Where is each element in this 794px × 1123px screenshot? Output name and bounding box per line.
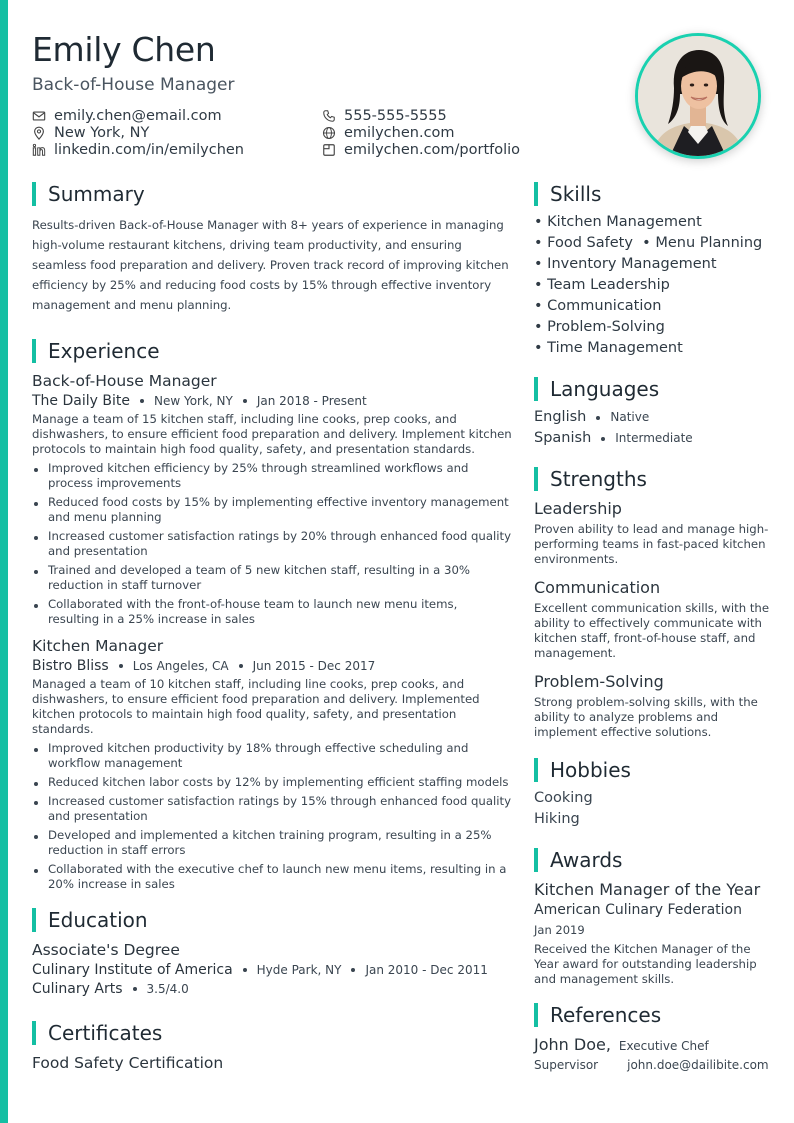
list-item: Reduced kitchen labor costs by 12% by implementing efficient staffing models bbox=[32, 775, 512, 790]
job-role: Kitchen Manager bbox=[32, 637, 164, 655]
separator-dot bbox=[596, 416, 600, 420]
education-field-row bbox=[32, 981, 512, 997]
globe-icon bbox=[322, 126, 336, 140]
award-org: American Culinary Federation bbox=[534, 902, 742, 918]
languages-list bbox=[534, 407, 770, 449]
strength-title: Leadership bbox=[534, 499, 622, 518]
strength-item bbox=[534, 672, 770, 740]
section-title-certificates: Certificates bbox=[32, 1021, 512, 1045]
main-column bbox=[32, 182, 512, 1072]
job-bullets bbox=[32, 461, 512, 627]
language-level: Intermediate bbox=[615, 431, 693, 445]
profile-photo bbox=[635, 33, 761, 159]
reference-details bbox=[534, 1058, 770, 1072]
contact-website-text: emilychen.com bbox=[344, 125, 455, 141]
reference-relation: Supervisor bbox=[534, 1058, 599, 1072]
list-item: Improved kitchen productivity by 18% through effective scheduling and workflow management bbox=[32, 741, 512, 771]
education-school: Culinary Institute of America bbox=[32, 962, 233, 978]
hobby-item: Hiking bbox=[534, 811, 580, 827]
award-text: Received the Kitchen Manager of the Year award for outstanding leadership and management skills. bbox=[534, 942, 757, 986]
job-description: Managed a team of 10 kitchen staff, including line cooks, prep cooks, and dishwashers, to ensure efficient food preparation and delivery. Implemented kitchen protocols to maintain high food quality, safety, and presentation standards. bbox=[32, 677, 480, 736]
left-accent-bar bbox=[0, 0, 8, 1123]
reference-email[interactable]: john.doe@dailibite.com bbox=[627, 1058, 769, 1072]
contact-portfolio[interactable] bbox=[322, 142, 520, 158]
skill-item: • Problem-Solving bbox=[534, 319, 665, 335]
section-title-experience: Experience bbox=[32, 339, 512, 363]
linkedin-icon bbox=[32, 143, 46, 157]
education-dates: Jan 2010 - Dec 2011 bbox=[365, 963, 488, 977]
skill-item: • Inventory Management bbox=[534, 256, 717, 272]
hobby-item: Cooking bbox=[534, 790, 593, 806]
job-entry bbox=[32, 372, 512, 627]
strength-item bbox=[534, 499, 770, 567]
map-pin-icon bbox=[32, 126, 46, 140]
strength-title: Communication bbox=[534, 578, 661, 597]
contact-location-text: New York, NY bbox=[54, 125, 150, 141]
portfolio-icon bbox=[322, 143, 336, 157]
contact-linkedin[interactable] bbox=[32, 142, 244, 158]
skill-item: • Food Safety • Menu Planning bbox=[534, 235, 763, 251]
separator-dot bbox=[601, 437, 605, 441]
section-title-references: References bbox=[534, 1003, 770, 1027]
education-meta bbox=[32, 962, 512, 978]
contact-phone-text: 555-555-5555 bbox=[344, 108, 447, 124]
contact-location bbox=[32, 125, 149, 141]
job-meta bbox=[32, 658, 512, 674]
list-item: Collaborated with the front-of-house team to launch new menu items, resulting in a 25% increase in sales bbox=[32, 597, 512, 627]
contact-block bbox=[32, 108, 592, 162]
language-level: Native bbox=[610, 410, 650, 424]
job-role: Back-of-House Manager bbox=[32, 372, 217, 390]
reference-header bbox=[534, 1035, 770, 1054]
portrait-illustration bbox=[638, 36, 758, 156]
candidate-name: Emily Chen bbox=[32, 30, 216, 69]
job-dates: Jan 2018 - Present bbox=[256, 394, 367, 408]
list-item: Collaborated with the executive chef to launch new menu items, resulting in a 20% increase in sales bbox=[32, 862, 512, 892]
section-title-awards: Awards bbox=[534, 848, 770, 872]
reference-name: John Doe, bbox=[534, 1035, 611, 1054]
section-title-hobbies: Hobbies bbox=[534, 758, 770, 782]
education-location: Hyde Park, NY bbox=[256, 963, 342, 977]
award-name: Kitchen Manager of the Year bbox=[534, 880, 761, 899]
certificate-item: Food Safety Certification bbox=[32, 1054, 224, 1072]
job-meta bbox=[32, 393, 512, 409]
education-field: Culinary Arts bbox=[32, 981, 123, 997]
separator-dot bbox=[351, 968, 355, 972]
job-location: Los Angeles, CA bbox=[132, 659, 229, 673]
skill-item: • Time Management bbox=[534, 340, 683, 356]
job-company: Bistro Bliss bbox=[32, 658, 109, 674]
separator-dot bbox=[243, 968, 247, 972]
section-title-strengths: Strengths bbox=[534, 467, 770, 491]
contact-portfolio-text: emilychen.com/portfolio bbox=[344, 142, 521, 158]
skill-label: Menu Planning bbox=[655, 235, 763, 251]
summary-text: Results-driven Back-of-House Manager with 8+ years of experience in managing high-volume restaurant kitchens, driving team productivity, and ensuring seamless food preparation and delivery. Proven track record of improving kitchen efficiency by 25% and reducing food costs by 15% through effective inventory management and menu planning. bbox=[32, 218, 509, 312]
language-item bbox=[534, 407, 770, 428]
job-entry bbox=[32, 637, 512, 892]
skill-item: • Kitchen Management bbox=[534, 214, 702, 230]
job-dates: Jun 2015 - Dec 2017 bbox=[252, 659, 376, 673]
skill-label: Food Safety bbox=[547, 235, 633, 251]
education-degree: Associate's Degree bbox=[32, 941, 180, 959]
contact-website[interactable] bbox=[322, 125, 455, 141]
job-location: New York, NY bbox=[153, 394, 233, 408]
strength-text: Strong problem-solving skills, with the ability to analyze problems and implement effective solutions. bbox=[534, 695, 758, 739]
strength-text: Proven ability to lead and manage high-performing teams in fast-paced kitchen environments. bbox=[534, 522, 769, 566]
separator-dot bbox=[243, 399, 247, 403]
skill-label: Kitchen Management bbox=[547, 214, 702, 230]
list-item: Reduced food costs by 15% by implementing effective inventory management and menu planning bbox=[32, 495, 512, 525]
contact-linkedin-text: linkedin.com/in/emilychen bbox=[54, 142, 244, 158]
job-description: Manage a team of 15 kitchen staff, including line cooks, prep cooks, and dishwashers, to ensure efficient food preparation and delivery. Implement kitchen protocols to maintain high food quality, safety, and presentation standards. bbox=[32, 412, 512, 456]
envelope-icon bbox=[32, 109, 46, 123]
list-item: Improved kitchen efficiency by 25% through streamlined workflows and process improvements bbox=[32, 461, 512, 491]
job-bullets bbox=[32, 741, 512, 892]
reference-position: Executive Chef bbox=[618, 1039, 709, 1053]
candidate-title: Back-of-House Manager bbox=[32, 75, 235, 95]
section-title-summary: Summary bbox=[32, 182, 512, 206]
section-title-education: Education bbox=[32, 908, 512, 932]
contact-email[interactable] bbox=[32, 108, 222, 124]
section-title-skills: Skills bbox=[534, 182, 770, 206]
skill-label: Time Management bbox=[547, 340, 683, 356]
list-item: Increased customer satisfaction ratings by 15% through enhanced food quality and presentation bbox=[32, 794, 512, 824]
language-name: English bbox=[534, 409, 587, 425]
list-item: Developed and implemented a kitchen training program, resulting in a 25% reduction in staff errors bbox=[32, 828, 512, 858]
section-title-languages: Languages bbox=[534, 377, 770, 401]
award-date: Jan 2019 bbox=[534, 923, 585, 937]
skill-item: • Communication bbox=[534, 298, 662, 314]
strength-title: Problem-Solving bbox=[534, 672, 664, 691]
skill-label: Team Leadership bbox=[547, 277, 670, 293]
education-gpa: 3.5/4.0 bbox=[146, 982, 189, 996]
sidebar-column bbox=[534, 182, 770, 1072]
skill-label: Communication bbox=[547, 298, 662, 314]
strength-item bbox=[534, 578, 770, 661]
skill-label: Problem-Solving bbox=[547, 319, 665, 335]
list-item: Trained and developed a team of 5 new kitchen staff, resulting in a 30% reduction in staff turnover bbox=[32, 563, 512, 593]
hobbies-list bbox=[534, 788, 770, 830]
separator-dot bbox=[239, 664, 243, 668]
contact-email-text: emily.chen@email.com bbox=[54, 108, 222, 124]
language-name: Spanish bbox=[534, 430, 592, 446]
contact-phone[interactable] bbox=[322, 108, 447, 124]
strength-text: Excellent communication skills, with the ability to effectively communicate with kitchen staff, front-of-house staff, and management. bbox=[534, 601, 770, 660]
skill-item: • Team Leadership bbox=[534, 277, 670, 293]
skill-label: Inventory Management bbox=[547, 256, 717, 272]
separator-dot bbox=[119, 664, 123, 668]
separator-dot bbox=[140, 399, 144, 403]
phone-icon bbox=[322, 109, 336, 123]
skills-list bbox=[534, 212, 770, 359]
list-item: Increased customer satisfaction ratings by 20% through enhanced food quality and presentation bbox=[32, 529, 512, 559]
language-item bbox=[534, 428, 770, 449]
separator-dot bbox=[133, 987, 137, 991]
job-company: The Daily Bite bbox=[32, 393, 130, 409]
